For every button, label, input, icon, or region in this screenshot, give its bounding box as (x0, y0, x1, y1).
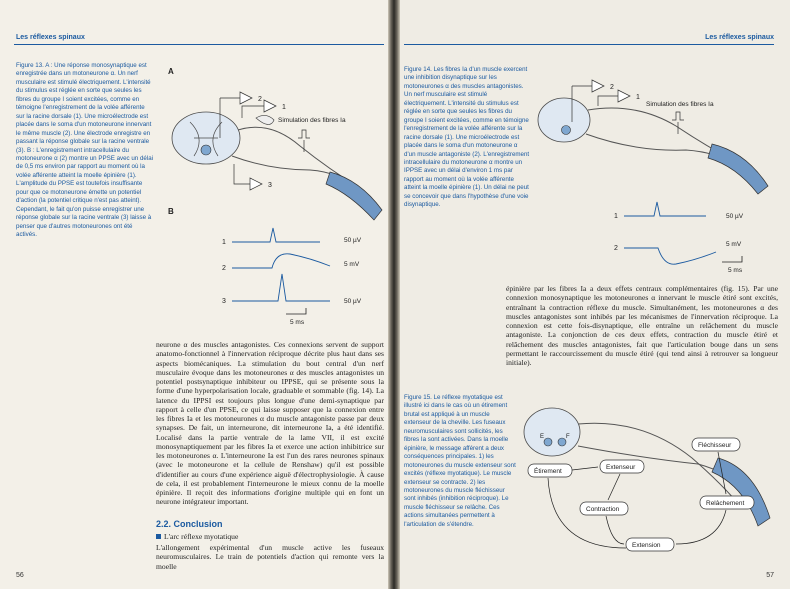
electrode-label-1-14: 1 (636, 94, 640, 101)
node-flechisseur-label: Fléchisseur (698, 442, 732, 449)
time-scale-bar (286, 308, 306, 314)
subsection-heading (156, 532, 238, 541)
stimulus-pulse-14 (672, 112, 684, 134)
figure-14-caption: Figure 14. Les fibres Ia d'un muscle exercent une inhibition disynaptique sur les motoneurones α des muscles antagonistes. Un nerf musculaire est stimulé électriquement. L'intensité du stimulus est réglée en sorte que seules les fibres du groupe I soient excitées, comme en témoigne l'enregistrement de la volée afférente sur la racine dorsale (1). Une microélectrode est placée dans le soma d'un motoneurone α d'un muscle antagoniste (2). L'enregistrement intracellulaire du motoneurone α montre un IPPSE avec un délai d'environ 1 ms par rapport au moment où la volée afférente atteint la moelle épinière (1). Un délai ne peut se concevoir que dans l'hypothèse d'une voie disynaptique. (404, 66, 530, 209)
electrode-3 (234, 164, 250, 184)
figure-13 (160, 60, 386, 335)
page-number-right: 57 (766, 572, 774, 579)
section-heading: 2.2. Conclusion (156, 519, 223, 529)
trace-1 (232, 228, 320, 242)
trace-2 (232, 254, 330, 268)
figure-14 (536, 66, 776, 276)
stimulation-label-14: Simulation des fibres Ia (646, 101, 714, 108)
amplifier-2-14 (592, 80, 604, 92)
square-bullet-icon (156, 534, 161, 539)
node-extension-label: Extension (632, 542, 661, 549)
trace-label-2-14: 2 (614, 245, 618, 252)
time-scale-label-14: 5 ms (728, 267, 743, 274)
muscle (326, 172, 382, 220)
node-contraction-label: Contraction (586, 506, 620, 513)
trace-label-1: 1 (222, 239, 226, 246)
amplifier-1 (264, 100, 276, 112)
arrow-extenseur-contraction (608, 474, 620, 500)
node-relachement-label: Relâchement (706, 500, 745, 507)
node-extenseur-label: Extenseur (606, 464, 636, 471)
arrow-relachement-extension (676, 510, 726, 544)
trace-label-2: 2 (222, 265, 226, 272)
panel-b-label: B (168, 207, 174, 216)
electrode-1-14 (598, 96, 618, 106)
trace-scale-3: 50 µV (344, 298, 362, 305)
figure-13-caption: Figure 13. A : Une réponse monosynaptique est enregistrée dans un motoneurone α. Un nerf musculaire est stimulé électriquement. L'intensité du stimulus est réglée en sorte que seules les fibres du groupe I soient excitées, comme en témoigne l'enregistrement de la volée afférente sur la racine dorsale (1). Une microélectrode est placée dans le soma d'un motoneurone innervant le même muscle (2). Une électrode enregistre en passant la réponse globale sur la racine ventrale (3). B : L'enregistrement intracellulaire du motoneurone α (2) montre un PPSE avec un délai de 0,5 ms environ par rapport au moment où la volée afférente atteint la moelle épinière (1). L'amplitude du PPSE est toutefois insuffisante pour que ce motoneurone émette un potentiel d'action (la potentiel critique n'est pas atteint). Cependant, le fait qu'on puisse enregistrer une réponse globale sur la racine ventrale (3) laisse à penser que d'autres motoneurones ont été activés. (16, 62, 154, 239)
right-paragraph-1: épinière par les fibres Ia a deux effets centraux complémentaires (fig. 15). Par une connexion monosynaptique les motoneurones α innervant le muscle étiré sont excités, entraînant la contraction réflexe du muscle. Simultanément, les motoneurones α des muscles antagonistes sont inhibés par les mécanismes de l'innervation réciproque. La connexion est cette fois-disynaptique, elle entraîne un relâchement du muscle antagoniste. La conjonction de ces deux effets, contraction du muscle étiré et relâchement des muscles antagonistes, fait que l'articulation bouge dans un sens permettant le raccourcissement du muscle étiré (qui tend ainsi à retrouver sa longueur initiale). (506, 284, 778, 367)
motoneuron-soma (201, 145, 211, 155)
left-paragraph-2: L'allongement expérimental d'un muscle active les fuseaux neuromusculaires. Le train de potentiels d'action qui remonte vers la moelle (156, 543, 384, 571)
panel-a-label: A (168, 67, 174, 76)
motoneuron-soma-14 (562, 126, 571, 135)
amplifier-1-14 (618, 90, 630, 102)
figure-15 (522, 398, 776, 558)
left-page (0, 0, 392, 589)
spinal-cord-14 (538, 98, 590, 142)
trace-scale-1: 50 µV (344, 237, 362, 244)
amplifier-2 (240, 92, 252, 104)
page-number-left: 56 (16, 572, 24, 579)
stimulus-pulse (298, 130, 310, 152)
trace-3 (232, 274, 330, 301)
muscle-14 (708, 144, 768, 194)
subsection-heading-text: L'arc réflexe myotatique (164, 532, 239, 541)
header-rule-right (404, 44, 774, 45)
extensor-motoneuron (544, 438, 552, 446)
amplifier-3 (250, 178, 262, 190)
left-paragraph-1: neurone α des muscles antagonistes. Ces connexions servent de support anatomo-fonctionnel à l'innervation réciproque décrite plus haut dans ses aspects biomécaniques. La stimulation du bout central d'un nerf musculaire évoque dans les motoneurones α des muscles antagonistes un potentiel postsynaptique inhibiteur ou IPPSE, qui se présente sous la forme d'une hyperpolarisation locale, graduable et sommable (fig. 14). La latence du IPPSI est toujours plus longue d'une demi-synaptique par rapport à celle d'un PPSE, ce qui laisse supposer que la connexion entre les fibres Ia et les motoneurones α du muscle antagoniste passe par deux synapses. De fait, un interneurone, dit interneurone Ia, a été identifié. Localisé dans la partie ventrale de la lame VII, il est excité monosynaptiquement par les fibres Ia et exerce une action inhibitrice sur les motoneurones α. L'interneurone Ia est l'un des rares neurones spinaux (avec le motoneurone et la cellule de Renshaw) qu'il est possible d'identifier au cours d'une expérience aiguë d'électrophysiologie. À cause de cela, il est probablement l'interneurone le mieux connu de la moelle épinière. Il reçoit des informations d'origine multiple qui en font un neurone intégrateur important. (156, 340, 384, 507)
arrow-contraction-extension (606, 516, 624, 544)
electrode-label-3: 3 (268, 182, 272, 189)
marker-f: F (566, 434, 570, 440)
right-page (396, 0, 790, 589)
electrode-label-1: 1 (282, 104, 286, 111)
time-scale-label: 5 ms (290, 319, 305, 326)
flexor-motoneuron (558, 438, 566, 446)
trace-1-14 (624, 202, 706, 216)
running-head-right: Les réflexes spinaux (705, 34, 774, 41)
trace-label-1-14: 1 (614, 213, 618, 220)
running-head-left: Les réflexes spinaux (16, 34, 85, 41)
trace-2-14 (624, 248, 716, 264)
header-rule-left (14, 44, 384, 45)
ganglion (256, 115, 274, 124)
figure-15-caption: Figure 15. Le réflexe myotatique est illustré ici dans le cas où un étirement brutal est appliqué à un muscle extenseur de la cheville. Les fuseaux neuromusculaires sont sollicités, les fibres Ia sont activées. Dans la moelle épinière, le message afférent a deux conséquences principales. 1) les motoneurones du muscle extenseur sont excités (réflexe myotatique). Le muscle extenseur se contracte. 2) les motoneurones du muscle fléchisseur sont inhibés (inhibition réciproque). Le muscle fléchisseur se relâche. Ces actions simultanées permettent à l'articulation de s'étendre. (404, 394, 516, 528)
trace-scale-1-14: 50 µV (726, 213, 744, 220)
book-gutter (388, 0, 400, 589)
electrode-label-2-14: 2 (610, 84, 614, 91)
trace-label-3: 3 (222, 298, 226, 305)
arrow-etirement-extenseur (572, 467, 598, 470)
time-scale-bar-14 (722, 256, 742, 262)
trace-scale-2: 5 mV (344, 261, 360, 268)
leg-muscle-15 (712, 458, 770, 526)
electrode-label-2: 2 (258, 96, 262, 103)
marker-e: E (540, 434, 545, 440)
stimulation-label: Simulation des fibres Ia (278, 117, 346, 124)
node-etirement-label: Étirement (534, 468, 562, 475)
trace-scale-2-14: 5 mV (726, 241, 742, 248)
spinal-cord-15 (524, 408, 580, 456)
